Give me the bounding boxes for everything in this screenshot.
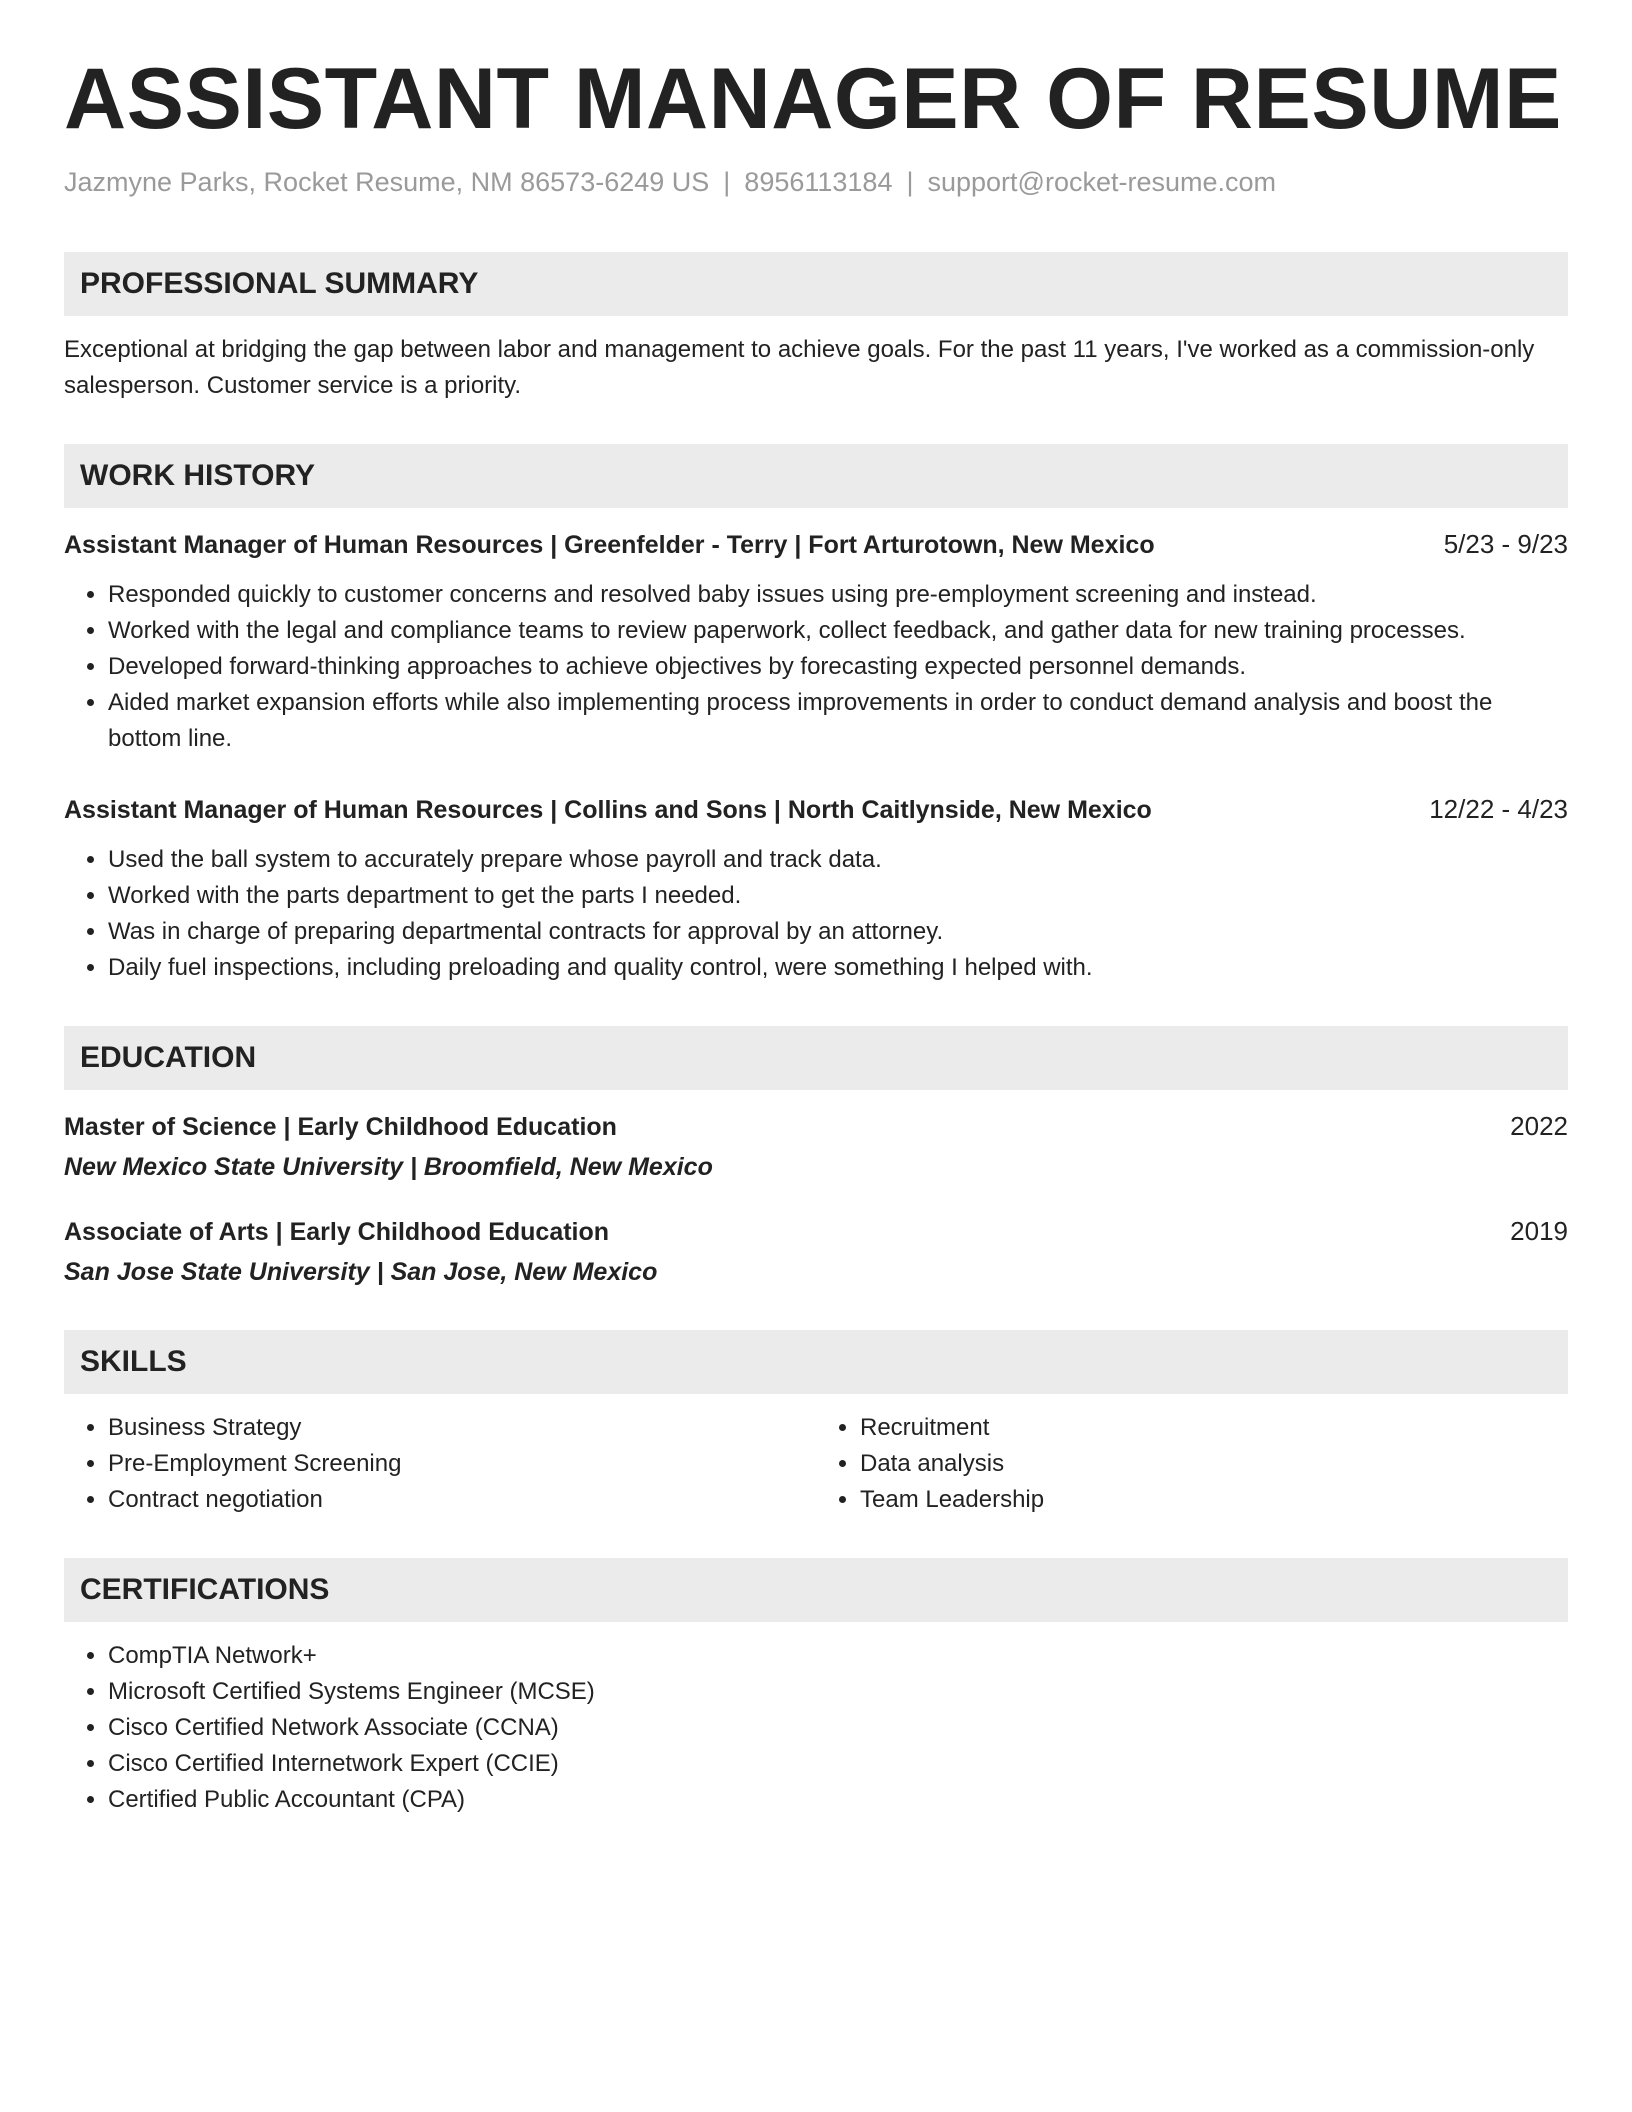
job-header [64, 791, 1568, 828]
skill-item: • Contract negotiation [108, 1482, 816, 1518]
contact-phone: 8956113184 [744, 167, 893, 197]
education-year: 2019 [1510, 1216, 1568, 1247]
education-school: San Jose State University | San Jose, New Mexico [64, 1258, 658, 1287]
certification-item: • CompTIA Network+ [108, 1638, 1568, 1674]
job-title: Assistant Manager of Human Resources | Collins and Sons | North Caitlynside, New Mexico [64, 796, 1152, 825]
certification-item: • Certified Public Accountant (CPA) [108, 1782, 1568, 1818]
job-dates: 5/23 - 9/23 [1443, 529, 1568, 560]
skills-list-right [816, 1410, 1568, 1518]
job-entry [64, 526, 1568, 757]
job-header [64, 526, 1568, 563]
summary-text: Exceptional at bridging the gap between labor and management to achieve goals. For the past 11 years, I've worked as a commission-only salesperson. Customer service is a priority. [64, 336, 1535, 400]
section-header-certifications: CERTIFICATIONS [64, 1558, 1568, 1622]
education-entry [64, 1213, 1568, 1290]
job-bullet: • Used the ball system to accurately prepare whose payroll and track data. [108, 842, 1568, 878]
skill-item: • Business Strategy [108, 1410, 816, 1446]
skill-item: • Team Leadership [860, 1482, 1568, 1518]
job-bullet: • Worked with the legal and compliance teams to review paperwork, collect feedback, and gather data for new training processes. [108, 613, 1568, 649]
section-header-work-history: WORK HISTORY [64, 444, 1568, 508]
resume-name: ASSISTANT MANAGER OF RESUME [64, 51, 1562, 147]
section-header-summary: PROFESSIONAL SUMMARY [64, 252, 1568, 316]
skills-columns [64, 1410, 1568, 1518]
contact-separator: | [906, 167, 914, 197]
education-header [64, 1213, 1568, 1250]
skill-item: • Data analysis [860, 1446, 1568, 1482]
education-school: New Mexico State University | Broomfield, New Mexico [64, 1153, 713, 1182]
contact-line [64, 166, 1568, 198]
job-dates: 12/22 - 4/23 [1429, 794, 1568, 825]
job-bullet: • Developed forward-thinking approaches to achieve objectives by forecasting expected personnel demands. [108, 649, 1568, 685]
certification-item: • Cisco Certified Network Associate (CCNA) [108, 1710, 1568, 1746]
job-bullet: • Responded quickly to customer concerns and resolved baby issues using pre-employment screening and instead. [108, 577, 1568, 613]
contact-separator: | [723, 167, 731, 197]
education-entry [64, 1108, 1568, 1185]
skill-item: • Pre-Employment Screening [108, 1446, 816, 1482]
section-header-education: EDUCATION [64, 1026, 1568, 1090]
skills-list-left [64, 1410, 816, 1518]
education-year: 2022 [1510, 1111, 1568, 1142]
job-entry [64, 791, 1568, 986]
certifications-block [64, 1638, 1568, 1818]
certification-item: • Microsoft Certified Systems Engineer (MCSE) [108, 1674, 1568, 1710]
education-header [64, 1108, 1568, 1145]
certification-item: • Cisco Certified Internetwork Expert (CCIE) [108, 1746, 1568, 1782]
education-degree: Associate of Arts | Early Childhood Education [64, 1218, 610, 1247]
job-bullets [64, 577, 1568, 757]
job-bullets [64, 842, 1568, 986]
job-bullet: • Worked with the parts department to get the parts I needed. [108, 878, 1568, 914]
job-bullet: • Was in charge of preparing departmental contracts for approval by an attorney. [108, 914, 1568, 950]
skill-item: • Recruitment [860, 1410, 1568, 1446]
job-bullet: • Aided market expansion efforts while also implementing process improvements in order to conduct demand analysis and boost the bottom line. [108, 685, 1568, 757]
education-degree: Master of Science | Early Childhood Education [64, 1113, 617, 1142]
job-title: Assistant Manager of Human Resources | Greenfelder - Terry | Fort Arturotown, New Mexico [64, 531, 1155, 560]
contact-email: support@rocket-resume.com [927, 167, 1277, 197]
certifications-list [64, 1638, 1568, 1818]
contact-address: Jazmyne Parks, Rocket Resume, NM 86573-6249 US [64, 167, 710, 197]
section-header-skills: SKILLS [64, 1330, 1568, 1394]
job-bullet: • Daily fuel inspections, including preloading and quality control, were something I helped with. [108, 950, 1568, 986]
